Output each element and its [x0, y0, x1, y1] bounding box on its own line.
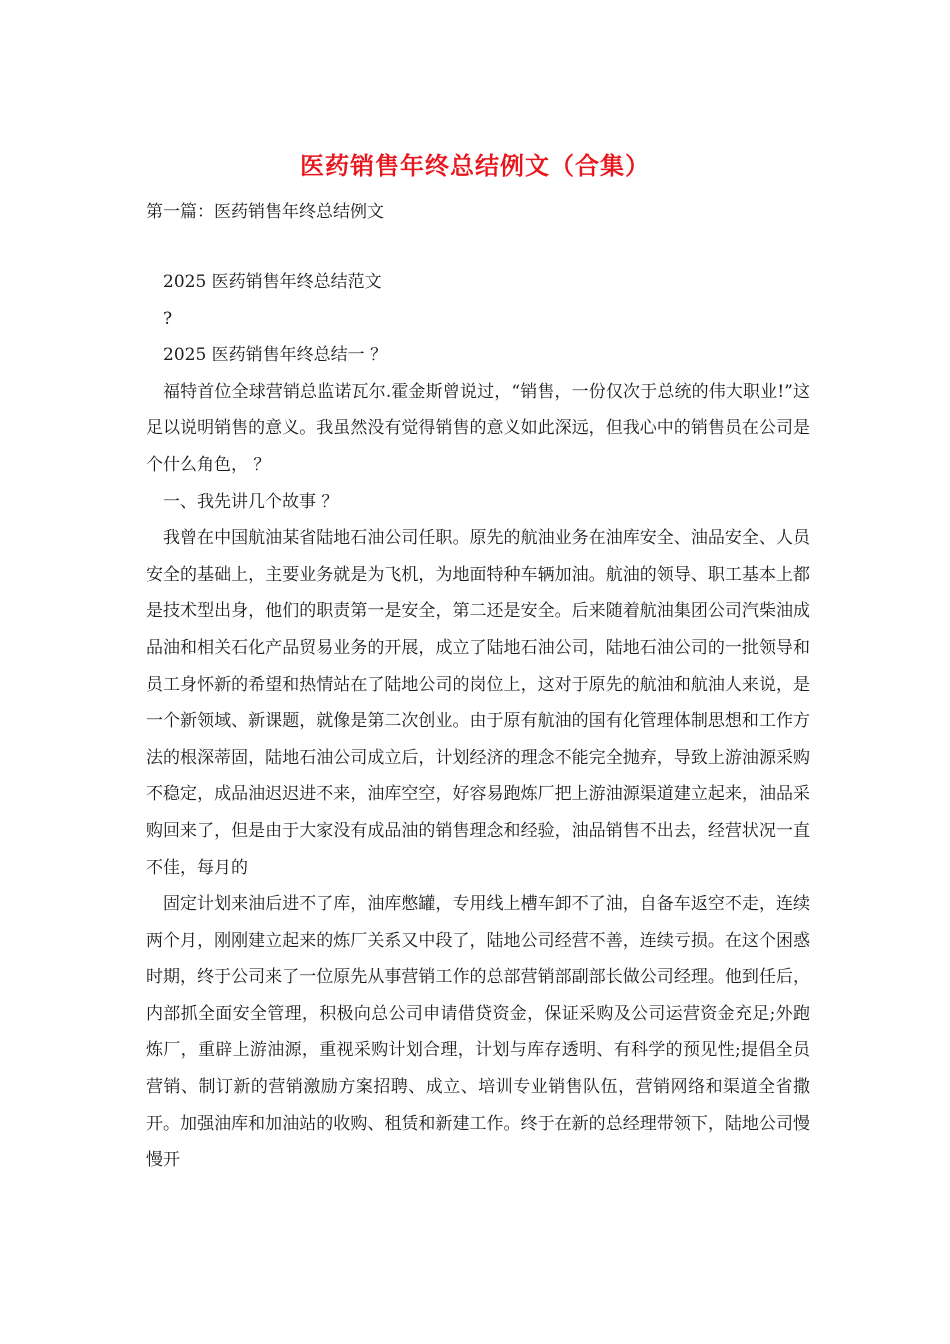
document-title: 医药销售年终总结例文（合集）: [300, 151, 650, 180]
paragraph-story-part-2: 固定计划来油后进不了库，油库憋罐，专用线上槽车卸不了油，自备车返空不走，连续两个月，刚刚建立起来的炼厂关系又中段了，陆地公司经营不善，连续亏损。在这个困惑时期，终于公司来了一位原先从事营销工作的总部营销部副部长做公司经理。他到任后，内部抓全面安全管理，积极向总公司申请借贷资金，保证采购及公司运营资金充足;外跑炼厂，重辟上游油源，重视采购计划合理，计划与库存透明、有科学的预见性;提倡全员营销、制订新的营销激励方案招聘、成立、培训专业销售队伍，营销网络和渠道全省撒开。加强油库和加油站的收购、租赁和新建工作。终于在新的总经理带领下，陆地公司慢慢开: [146, 894, 810, 1171]
section-heading: 第一篇：医药销售年终总结例文: [146, 202, 384, 222]
paragraph-question-mark: ?: [163, 308, 173, 329]
document-body: [146, 264, 810, 1179]
paragraph-heading-fanwen: 2025 医药销售年终总结范文: [163, 272, 382, 292]
paragraph-section-stories: 一、我先讲几个故事 ？: [163, 491, 339, 512]
paragraph-story-part-1: 我曾在中国航油某省陆地石油公司任职。原先的航油业务在油库安全、油品安全、人员安全的基础上，主要业务就是为飞机，为地面特种车辆加油。航油的领导、职工基本上都是技术型出身，他们的职责第一是安全，第二还是安全。后来随着航油集团公司汽柴油成品油和相关石化产品贸易业务的开展，成立了陆地石油公司，陆地石油公司的一批领导和员工身怀新的希望和热情站在了陆地公司的岗位上，这对于原先的航油和航油人来说，是一个新领域、新课题，就像是第二次创业。由于原有航油的国有化管理体制思想和工作方法的根深蒂固，陆地石油公司成立后，计划经济的理念不能完全抛弃，导致上游油源采购不稳定，成品油迟迟进不来，油库空空，好容易跑炼厂把上游油源渠道建立起来，油品采购回来了，但是由于大家没有成品油的销售理念和经验，油品销售不出去，经营状况一直不佳，每月的: [146, 528, 810, 878]
paragraph-heading-zongjie-one: 2025 医药销售年终总结一 ？: [163, 345, 388, 366]
paragraph-intro-quote: 福特首位全球营销总监诺瓦尔.霍金斯曾说过，“销售，一份仅次于总统的伟大职业!”这足以说明销售的意义。我虽然没有觉得销售的意义如此深远，但我心中的销售员在公司是个什么角色， ？: [146, 381, 810, 475]
